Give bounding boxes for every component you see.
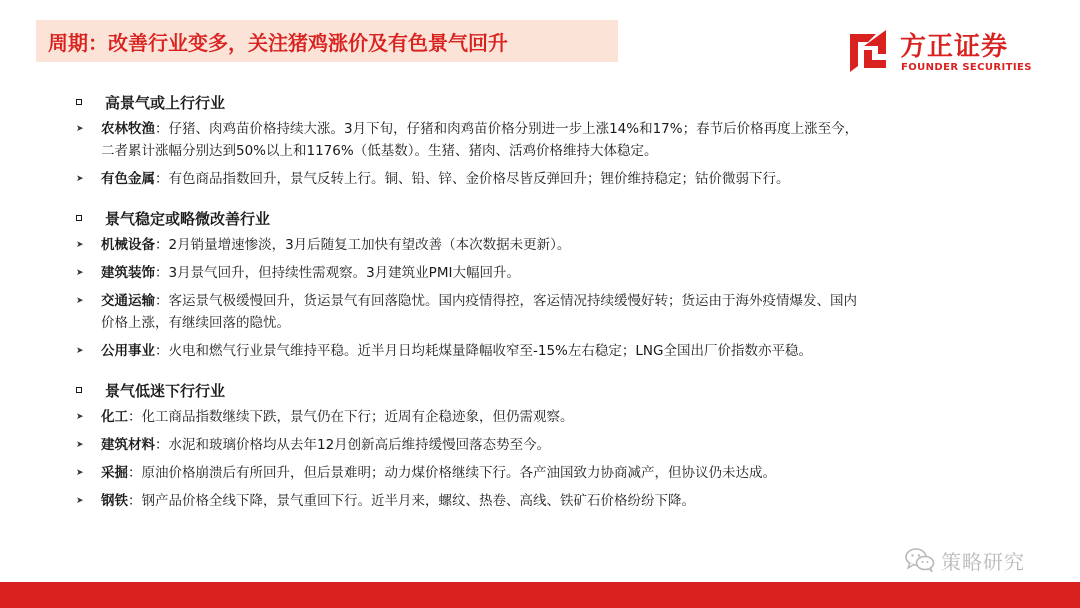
arrow-bullet-icon: ➤: [76, 174, 84, 184]
item-name: 化工: [101, 409, 128, 425]
section-heading-label: 景气低迷下行行业: [105, 382, 226, 400]
list-item: [72, 262, 992, 284]
item-sep: ：: [128, 409, 142, 425]
item-text: 2月销量增速惨淡，3月后随复工加快有望改善（本次数据未更新）。: [168, 237, 571, 253]
bottom-bar: [0, 582, 1080, 608]
list-item: [72, 490, 992, 512]
item-sep: ：: [155, 121, 169, 137]
item-name: 机械设备: [101, 237, 155, 253]
section-heading-label: 高景气或上行行业: [105, 94, 226, 112]
section-heading: [72, 204, 992, 234]
item-sep: ：: [155, 293, 169, 309]
item-text: 原油价格崩溃后有所回升，但后景难明；动力煤价格继续下行。各产油国致力协商减产，但协议仍未达成。: [141, 465, 776, 481]
arrow-bullet-icon: ➤: [76, 496, 84, 506]
logo-name-en: FOUNDER SECURITIES: [901, 62, 1032, 73]
item-text: 有色商品指数回升，景气反转上行。铜、铅、锌、金价格尽皆反弹回升；锂价维持稳定；钴价微弱下行。: [168, 171, 790, 187]
title-lead: 周期：: [48, 30, 108, 55]
arrow-bullet-icon: ➤: [76, 468, 84, 478]
item-sep: ：: [155, 171, 169, 187]
item-sep: ：: [128, 493, 142, 509]
list-item: [72, 434, 992, 456]
arrow-bullet-icon: ➤: [76, 296, 84, 306]
item-sep: ：: [155, 237, 169, 253]
item-sep: ：: [155, 343, 169, 359]
item-sep: ：: [155, 265, 169, 281]
list-item: [72, 234, 992, 256]
item-text: 水泥和玻璃价格均从去年12月创新高后维持缓慢回落态势至今。: [168, 437, 551, 453]
item-text: 客运景气极缓慢回升，货运景气有回落隐忧。国内疫情得控，客运情况持续缓慢好转；货运由于海外疫情爆发、国内: [168, 293, 857, 309]
list-item: [72, 462, 992, 484]
section-heading: [72, 88, 992, 118]
item-text: 3月景气回升，但持续性需观察。3月建筑业PMI大幅回升。: [168, 265, 520, 281]
item-text: 火电和燃气行业景气维持平稳。近半月日均耗煤量降幅收窄至-15%左右稳定；LNG全国出厂价指数亦平稳。: [168, 343, 812, 359]
content: [72, 88, 992, 518]
item-name: 建筑装饰: [101, 265, 155, 281]
arrow-bullet-icon: ➤: [76, 268, 84, 278]
watermark-text: 策略研究: [941, 549, 1025, 574]
list-item: [72, 290, 992, 334]
section-heading: [72, 376, 992, 406]
item-name: 公用事业: [101, 343, 155, 359]
arrow-bullet-icon: ➤: [76, 412, 84, 422]
item-text: 钢产品价格全线下降，景气重回下行。近半月来，螺纹、热卷、高线、铁矿石价格纷纷下降。: [141, 493, 695, 509]
founder-logo: [846, 24, 1036, 80]
square-bullet-icon: [76, 387, 82, 393]
item-text: 化工商品指数继续下跌，景气仍在下行；近周有企稳迹象，但仍需观察。: [141, 409, 574, 425]
logo-name-cn: 方正证券: [900, 32, 1009, 62]
item-text-line2: 二者累计涨幅分别达到50%以上和1176%（低基数）。生猪、猪肉、活鸡价格维持大体稳定。: [101, 143, 658, 159]
list-item: [72, 168, 992, 190]
arrow-bullet-icon: ➤: [76, 124, 84, 134]
arrow-bullet-icon: ➤: [76, 440, 84, 450]
item-name: 采掘: [101, 465, 128, 481]
item-name: 农林牧渔: [101, 121, 155, 137]
arrow-bullet-icon: ➤: [76, 346, 84, 356]
item-sep: ：: [155, 437, 169, 453]
title-rest: 改善行业变多，关注猪鸡涨价及有色景气回升: [108, 30, 508, 55]
item-name: 钢铁: [101, 493, 128, 509]
item-sep: ：: [128, 465, 142, 481]
item-text-line2: 价格上涨，有继续回落的隐忧。: [101, 315, 290, 331]
wechat-icon: [905, 547, 935, 573]
list-item: [72, 340, 992, 362]
section-heading-label: 景气稳定或略微改善行业: [105, 210, 271, 228]
square-bullet-icon: [76, 99, 82, 105]
list-item: [72, 118, 992, 162]
item-name: 有色金属: [101, 171, 155, 187]
watermark: [905, 545, 1025, 575]
page-title: [36, 27, 508, 56]
item-text: 仔猪、肉鸡苗价格持续大涨。3月下旬，仔猪和肉鸡苗价格分别进一步上涨14%和17%；春节后价格再度上涨至今，: [168, 121, 859, 137]
list-item: [72, 406, 992, 428]
arrow-bullet-icon: ➤: [76, 240, 84, 250]
founder-logo-mark-icon: [846, 26, 894, 74]
item-name: 建筑材料: [101, 437, 155, 453]
item-name: 交通运输: [101, 293, 155, 309]
square-bullet-icon: [76, 215, 82, 221]
title-bar: [36, 20, 618, 62]
